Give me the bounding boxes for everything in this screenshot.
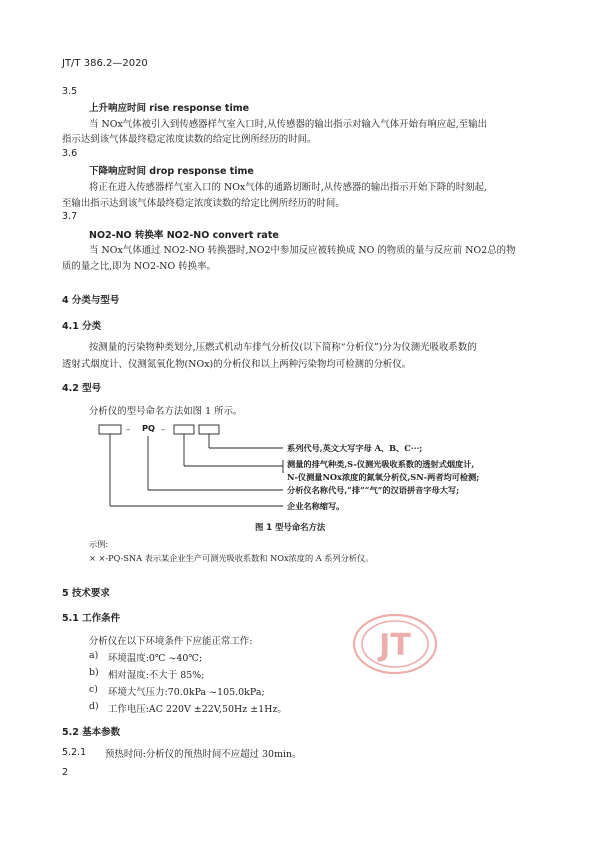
- enterprise-box: [99, 425, 121, 434]
- section-title-4: 4 分类与型号: [62, 295, 120, 306]
- list-item: 环境大气压力:70.0kPa ~105.0kPa;: [108, 687, 265, 698]
- definition-line: 指示达到该气体最终稳定浓度读数的给定比例所经历的时间。: [62, 134, 317, 145]
- paragraph-line: 分析仪的型号命名方法如图 1 所示。: [89, 406, 243, 417]
- example-text: × ×-PQ-SNA 表示某企业生产可测光吸收系数和 NOx浓度的 A 系列分析仪。: [89, 553, 374, 563]
- jt-watermark-logo: [350, 612, 440, 676]
- definition-line: 将正在进入传感器样气室入口的 NOx气体的通路切断时,从传感器的输出指示开始下降的时刻起,: [89, 182, 487, 193]
- clause-number-3-6: 3.6: [62, 148, 78, 159]
- list-marker: d): [89, 701, 99, 712]
- clause-number-3-5: 3.5: [62, 86, 78, 97]
- diagram-pq: PQ: [142, 423, 155, 433]
- standard-code: JT/T 386.2—2020: [62, 58, 148, 69]
- label-gas-type-2: N-仪测量NOx浓度的氮氧分析仪,SN-两者均可检测;: [287, 472, 480, 482]
- section-title-5-1: 5.1 工作条件: [62, 613, 121, 624]
- definition-line: 至输出指示达到该气体最终稳定浓度读数的给定比例所经历的时间。: [62, 198, 345, 209]
- list-marker: c): [89, 684, 98, 695]
- term-convert-rate: NO2-NO 转换率 NO2-NO convert rate: [89, 230, 279, 241]
- section-title-5: 5 技术要求: [62, 588, 110, 599]
- paragraph-line: 透射式烟度计、仪测氮氧化物(NOx)的分析仪和以上两种污染物均可检测的分析仪。: [62, 359, 412, 370]
- list-marker: a): [89, 650, 99, 661]
- term-drop-response-time: 下降响应时间 drop response time: [89, 166, 254, 177]
- paragraph-line: 预热时间:分析仪的预热时间不应超过 30min。: [105, 749, 302, 760]
- series-box: [199, 425, 219, 434]
- paragraph-line: 分析仪在以下环境条件下应能正常工作:: [89, 636, 253, 647]
- list-item: 工作电压:AC 220V ±22V,50Hz ±1Hz。: [108, 704, 287, 715]
- label-gas-type: 测量的排气种类,S-仪测光吸收系数的透射式烟度计,: [287, 459, 475, 469]
- page-number: 2: [62, 767, 69, 778]
- definition-line: 当 NOx气体被引入到传感器样气室入口时,从传感器的输出指示对输入气体开始有响应起,至输出: [89, 119, 487, 130]
- definition-line: 当 NOx气体通过 NO2-NO 转换器时,NO2中参加反应被转换成 NO 的物质的量与反应前 NO2总的物: [89, 245, 516, 256]
- section-title-4-2: 4.2 型号: [62, 383, 102, 394]
- clause-number-3-7: 3.7: [62, 211, 78, 222]
- section-title-4-1: 4.1 分类: [62, 321, 102, 332]
- label-series-code: 系列代号,英文大写字母 A、B、C···;: [287, 443, 423, 453]
- clause-number-5-2-1: 5.2.1: [62, 747, 87, 758]
- list-item: 环境温度:0℃ ~40℃;: [108, 653, 203, 664]
- definition-line: 质的量之比,即为 NO2-NO 转换率。: [62, 261, 216, 272]
- diagram-dash: –: [126, 424, 131, 434]
- diagram-dash: –: [161, 424, 166, 434]
- gas-type-box: [174, 425, 194, 434]
- label-enterprise: 企业名称缩写。: [287, 501, 345, 511]
- list-item: 相对湿度:不大于 85%;: [108, 670, 205, 681]
- example-label: 示例:: [89, 539, 109, 549]
- list-marker: b): [89, 667, 99, 678]
- term-rise-response-time: 上升响应时间 rise response time: [89, 103, 250, 114]
- figure-caption: 图 1 型号命名方法: [255, 522, 326, 532]
- paragraph-line: 按测量的污染物种类划分,压燃式机动车排气分析仪(以下简称“分析仪”)分为仪测光吸收系数的: [89, 342, 477, 353]
- section-title-5-2: 5.2 基本参数: [62, 727, 121, 738]
- label-name-code: 分析仪名称代号,“排”“气”的汉语拼音字母大写;: [287, 485, 460, 495]
- watermark-text: JT: [379, 628, 411, 663]
